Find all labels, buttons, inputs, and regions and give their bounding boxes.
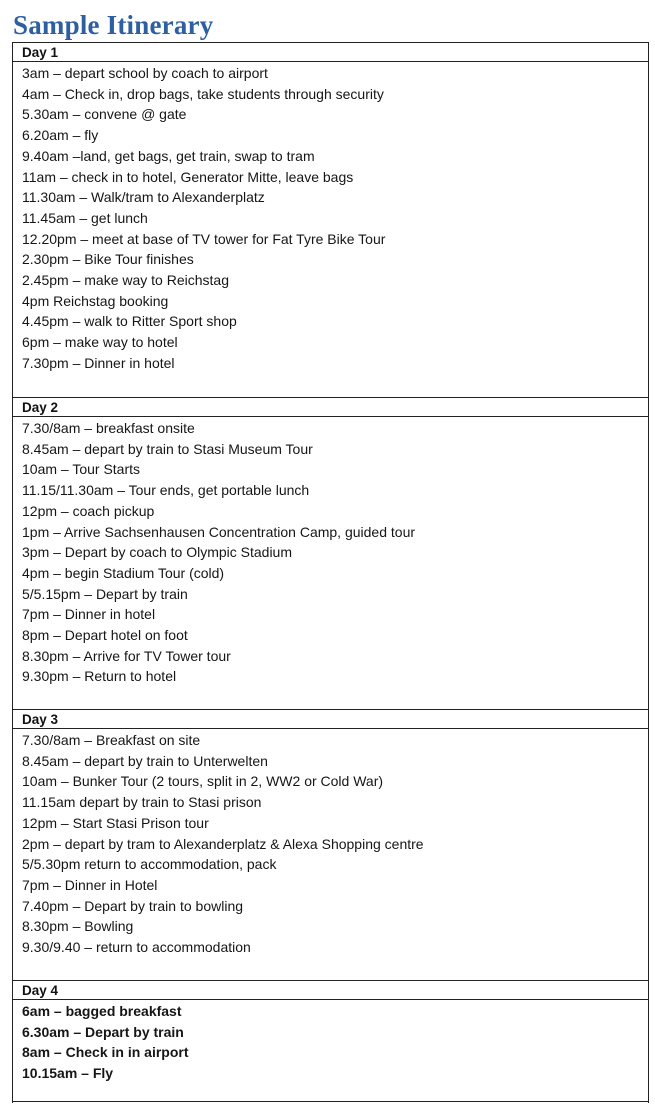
list-item: 7.30/8am – Breakfast on site	[22, 732, 201, 748]
list-item: 2.45pm – make way to Reichstag	[22, 272, 229, 289]
list-item: 7pm – Dinner in hotel	[22, 606, 156, 623]
list-item: 10.15am – Fly	[22, 1065, 114, 1082]
day-1-header: Day 1	[13, 43, 648, 62]
itinerary-table	[12, 42, 649, 1102]
list-item: 8pm – Depart hotel on foot	[22, 627, 188, 644]
list-item: 2.30pm – Bike Tour finishes	[22, 251, 194, 268]
list-item: 10am – Tour Starts	[22, 461, 141, 478]
list-item: 7.30pm – Dinner in hotel	[22, 354, 175, 371]
list-item: 10am – Bunker Tour (2 tours, split in 2, WW2 or Cold War)	[22, 773, 384, 790]
day-1-section	[12, 42, 649, 398]
list-item: 8.45am – depart by train to Unterwelten	[22, 752, 268, 769]
list-item: 5/5.30pm return to accommodation, pack	[22, 856, 277, 873]
day-2-header: Day 2	[13, 398, 648, 417]
list-item: 11am – check in to hotel, Generator Mitte, leave bags	[22, 168, 354, 185]
day-2-list	[13, 417, 648, 687]
list-item: 4am – Check in, drop bags, take students through security	[22, 85, 384, 102]
list-item: 11.15/11.30am – Tour ends, get portable lunch	[22, 482, 310, 499]
list-item: 9.30/9.40 – return to accommodation	[22, 939, 251, 956]
list-item: 8am – Check in in airport	[22, 1044, 189, 1061]
day-2-section	[12, 397, 649, 710]
list-item: 5/5.15pm – Depart by train	[22, 585, 188, 602]
list-item: 7.30/8am – breakfast onsite	[22, 420, 195, 436]
list-item: 12pm – Start Stasi Prison tour	[22, 814, 209, 831]
day-3-header: Day 3	[13, 710, 648, 729]
list-item: 2pm – depart by tram to Alexanderplatz & Alexa Shopping centre	[22, 835, 424, 852]
day-3-section	[12, 709, 649, 981]
list-item: 3pm – Depart by coach to Olympic Stadium	[22, 544, 293, 561]
day-4-list	[13, 1000, 648, 1084]
list-item: 6.30am – Depart by train	[22, 1023, 184, 1040]
list-item: 9.40am –land, get bags, get train, swap to tram	[22, 147, 315, 164]
list-item: 7.40pm – Depart by train to bowling	[22, 897, 244, 914]
list-item: 7pm – Dinner in Hotel	[22, 876, 158, 893]
list-item: 4pm Reichstag booking	[22, 292, 169, 309]
list-item: 8.30pm – Bowling	[22, 918, 134, 935]
day-4-header: Day 4	[13, 981, 648, 1000]
list-item: 6am – bagged breakfast	[22, 1003, 182, 1019]
day-4-section	[12, 980, 649, 1103]
list-item: 11.45am – get lunch	[22, 209, 148, 226]
list-item: 8.45am – depart by train to Stasi Museum Tour	[22, 440, 313, 457]
list-item: 5.30am – convene @ gate	[22, 106, 187, 123]
list-item: 8.30pm – Arrive for TV Tower tour	[22, 647, 231, 664]
list-item: 6pm – make way to hotel	[22, 334, 178, 351]
list-item: 4pm – begin Stadium Tour (cold)	[22, 564, 225, 581]
list-item: 6.20am – fly	[22, 127, 99, 144]
list-item: 4.45pm – walk to Ritter Sport shop	[22, 313, 237, 330]
list-item: 12pm – coach pickup	[22, 502, 155, 519]
list-item: 1pm – Arrive Sachsenhausen Concentration Camp, guided tour	[22, 523, 416, 540]
day-3-list	[13, 729, 648, 958]
list-item: 11.30am – Walk/tram to Alexanderplatz	[22, 189, 265, 206]
list-item: 12.20pm – meet at base of TV tower for Fat Tyre Bike Tour	[22, 230, 386, 247]
page-title: Sample Itinerary	[13, 10, 214, 40]
day-1-list	[13, 62, 648, 374]
list-item: 11.15am depart by train to Stasi prison	[22, 794, 262, 811]
list-item: 3am – depart school by coach to airport	[22, 65, 268, 81]
list-item: 9.30pm – Return to hotel	[22, 668, 177, 685]
